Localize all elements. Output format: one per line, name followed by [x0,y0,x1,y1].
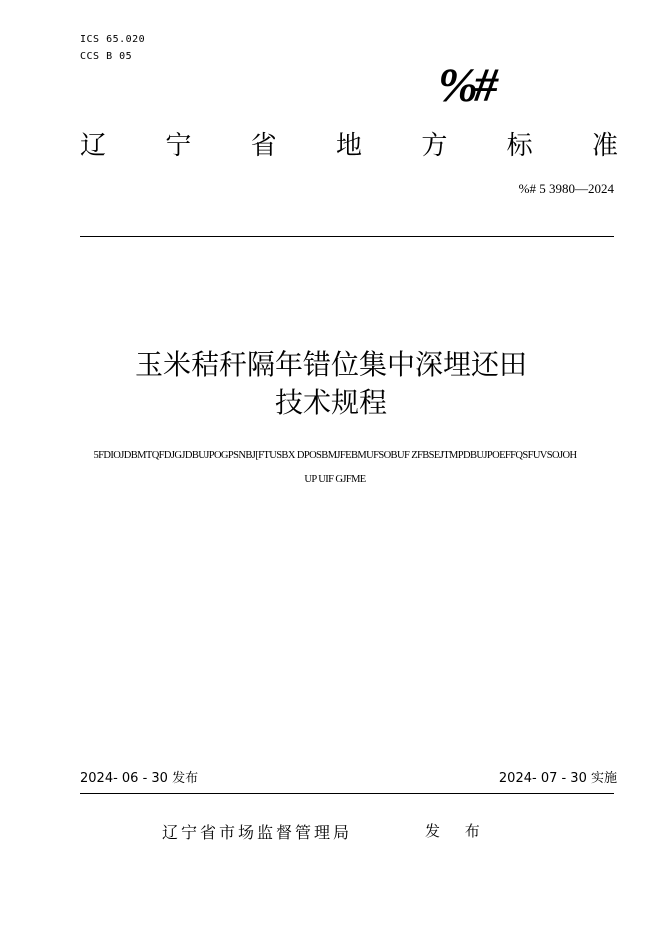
english-title-line-1: 5FDIOJDBMTQFDJGJDBUJPOGPSNBJ[FTUSBX DPOSBMJFEBMUFSOBUF ZFBSEJTMPDBUJPOEFFQSFUVSOJOH [93,450,577,461]
db-logo: %# [438,59,494,112]
english-title [70,444,600,492]
authority-title [80,125,618,162]
implement-date: 2024- 07 - 30 实施 [498,771,617,786]
authority-char: 方 [421,131,448,161]
title-line-2: 技术规程 [274,386,387,419]
standard-title [0,346,662,422]
header-divider [80,236,614,237]
authority-char: 辽 [80,131,107,161]
authority-char: 省 [250,131,277,161]
authority-char: 准 [591,131,618,161]
footer-divider [80,793,614,794]
authority-char: 宁 [165,131,192,161]
issue-label: 发 布 [425,822,490,840]
title-line-1: 玉米秸秆隔年错位集中深埋还田 [134,348,527,381]
english-title-line-2: UP UIF GJFME [304,474,366,485]
ics-code: ICS 65.020 [80,34,146,45]
ccs-code: CCS B 05 [80,51,133,62]
standard-number: %# 5 3980—2024 [518,181,614,196]
authority-char: 标 [506,131,533,161]
authority-char: 地 [335,131,362,161]
publish-date: 2024- 06 - 30 发布 [80,771,199,786]
issuing-authority: 辽宁省市场监督管理局 [162,823,353,842]
